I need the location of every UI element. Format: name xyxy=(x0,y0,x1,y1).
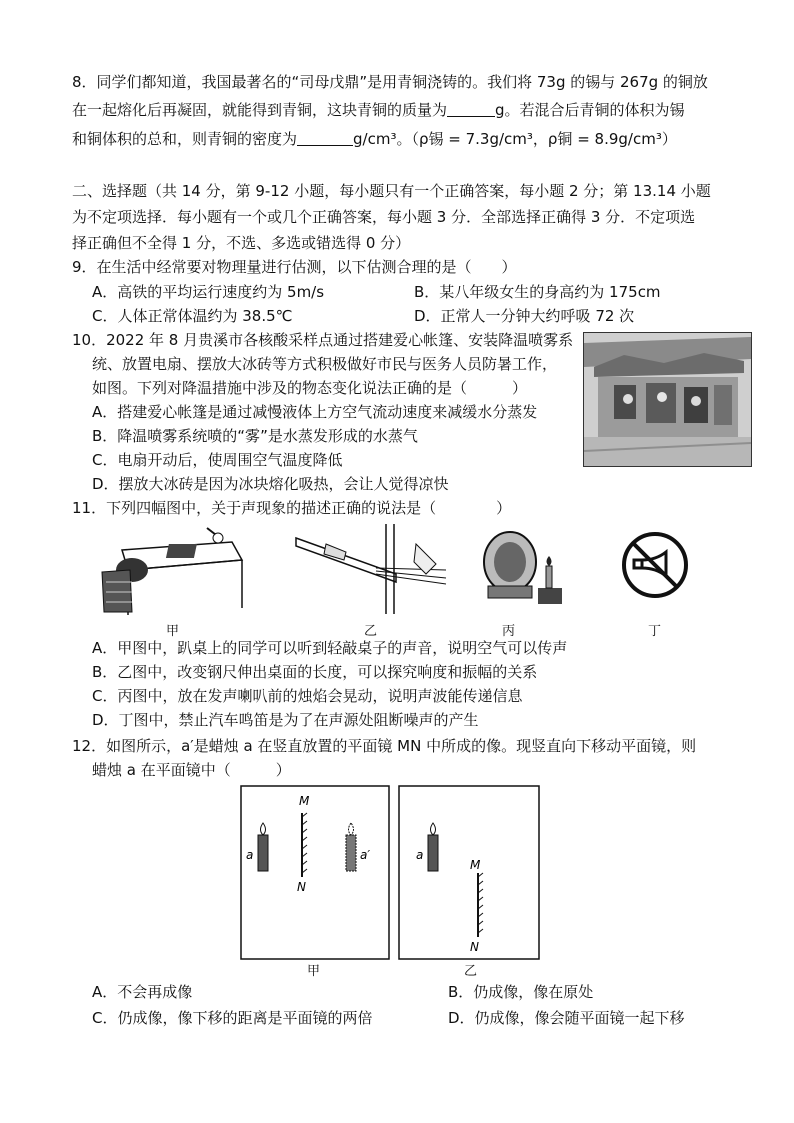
q8-rho-tin: ρ锡 = 7.3g/cm³， xyxy=(418,130,548,148)
q8-blank-mass[interactable] xyxy=(447,102,495,117)
q8-line2-text: 在一起熔化后再凝固，就能得到青铜，这块青铜的质量为 xyxy=(72,101,448,119)
figure-bing-speaker-candle xyxy=(478,522,578,612)
no-horn-sign-icon xyxy=(620,530,690,600)
fig-label-bing: 丙 xyxy=(502,624,516,639)
q12-option-a[interactable]: A．不会再成像 xyxy=(92,983,193,1001)
fig-label-mirror-jia: 甲 xyxy=(307,964,321,979)
fig2-label-a: a xyxy=(416,848,424,862)
q8-line3-text: 和铜体积的总和，则青铜的密度为 xyxy=(72,130,298,148)
figure-yi-ruler xyxy=(286,524,456,614)
q10-option-a[interactable]: A．搭建爱心帐篷是通过减慢液体上方空气流动速度来减缓水分蒸发 xyxy=(92,403,538,421)
q10-option-c[interactable]: C．电扇开动后，使周围空气温度降低 xyxy=(92,451,343,469)
q12-option-c[interactable]: C．仍成像，像下移的距离是平面镜的两倍 xyxy=(92,1009,373,1027)
q8-line2 xyxy=(72,100,685,120)
fig-label-yi: 乙 xyxy=(364,624,378,639)
q10-option-d[interactable]: D．摆放大冰砖是因为冰块熔化吸热，会让人觉得凉快 xyxy=(92,475,449,493)
q9-option-b[interactable]: B．某八年级女生的身高约为 175cm xyxy=(414,283,661,301)
fig2-label-m: M xyxy=(470,858,481,872)
q12-line1: 12．如图所示，a′是蜡烛 a 在竖直放置的平面镜 MN 中所成的像。现竖直向下移动平面镜，则 xyxy=(72,737,697,755)
figure-jia-desk-knock xyxy=(92,520,252,620)
q11-option-d[interactable]: D．丁图中，禁止汽车鸣笛是为了在声源处阻断噪声的产生 xyxy=(92,711,479,729)
fig1-label-n: N xyxy=(297,880,306,894)
q8-line1: 8．同学们都知道，我国最著名的“司母戊鼎”是用青铜浇铸的。我们将 73g 的锡与 267g 的铜放 xyxy=(72,73,708,91)
fig2-label-n: N xyxy=(470,940,479,954)
fig1-label-a-image: a′ xyxy=(360,848,371,862)
fig1-label-m: M xyxy=(299,794,310,808)
section2-line2: 为不定项选择．每小题有一个或几个正确答案，每小题 3 分．全部选择正确得 3 分．不定项选 xyxy=(72,208,696,226)
q10-line2: 统、放置电扇、摆放大冰砖等方式积极做好市民与医务人员防暑工作， xyxy=(92,355,558,373)
section2-line1: 二、选择题（共 14 分，第 9-12 小题，每小题只有一个正确答案，每小题 2 分；第 13.14 小题 xyxy=(72,182,711,200)
fig-label-ding: 丁 xyxy=(648,624,662,639)
q8-line3-unit: g/cm³。（ xyxy=(353,130,419,148)
figure-mirror-jia xyxy=(240,785,390,960)
figure-mirror-yi xyxy=(398,785,540,960)
q11-stem: 11．下列四幅图中，关于声现象的描述正确的说法是（ ） xyxy=(72,499,512,517)
fig1-label-a: a xyxy=(246,848,254,862)
q9-option-d[interactable]: D．正常人一分钟大约呼吸 72 次 xyxy=(414,307,635,325)
q11-option-a[interactable]: A．甲图中，趴桌上的同学可以听到轻敲桌子的声音，说明空气可以传声 xyxy=(92,639,568,657)
q10-option-b[interactable]: B．降温喷雾系统喷的“雾”是水蒸发形成的水蒸气 xyxy=(92,427,418,445)
sampling-station-photo xyxy=(583,332,752,467)
q11-option-b[interactable]: B．乙图中，改变钢尺伸出桌面的长度，可以探究响度和振幅的关系 xyxy=(92,663,538,681)
q9-stem: 9．在生活中经常要对物理量进行估测，以下估测合理的是（ ） xyxy=(72,258,517,276)
q12-option-d[interactable]: D．仍成像，像会随平面镜一起下移 xyxy=(448,1009,685,1027)
q12-option-b[interactable]: B．仍成像，像在原处 xyxy=(448,983,594,1001)
section2-line3: 择正确但不全得 1 分，不选、多选或错选得 0 分） xyxy=(72,234,411,252)
q8-line3 xyxy=(72,129,677,149)
q8-rho-copper: ρ铜 = 8.9g/cm³） xyxy=(547,130,677,148)
q9-option-c[interactable]: C．人体正常体温约为 38.5℃ xyxy=(92,307,293,325)
q12-line2: 蜡烛 a 在平面镜中（ ） xyxy=(92,761,291,779)
q8-blank-density[interactable] xyxy=(297,131,353,146)
q11-option-c[interactable]: C．丙图中，放在发声喇叭前的烛焰会晃动，说明声波能传递信息 xyxy=(92,687,523,705)
q8-line2-tail: g。若混合后青铜的体积为锡 xyxy=(495,101,685,119)
q9-option-a[interactable]: A．高铁的平均运行速度约为 5m/s xyxy=(92,283,325,301)
q10-line1: 10．2022 年 8 月贵溪市各核酸采样点通过搭建爱心帐篷、安装降温喷雾系 xyxy=(72,331,574,349)
q10-line3: 如图。下列对降温措施中涉及的物态变化说法正确的是（ ） xyxy=(92,379,528,397)
fig-label-jia: 甲 xyxy=(166,624,180,639)
fig-label-mirror-yi: 乙 xyxy=(464,964,478,979)
